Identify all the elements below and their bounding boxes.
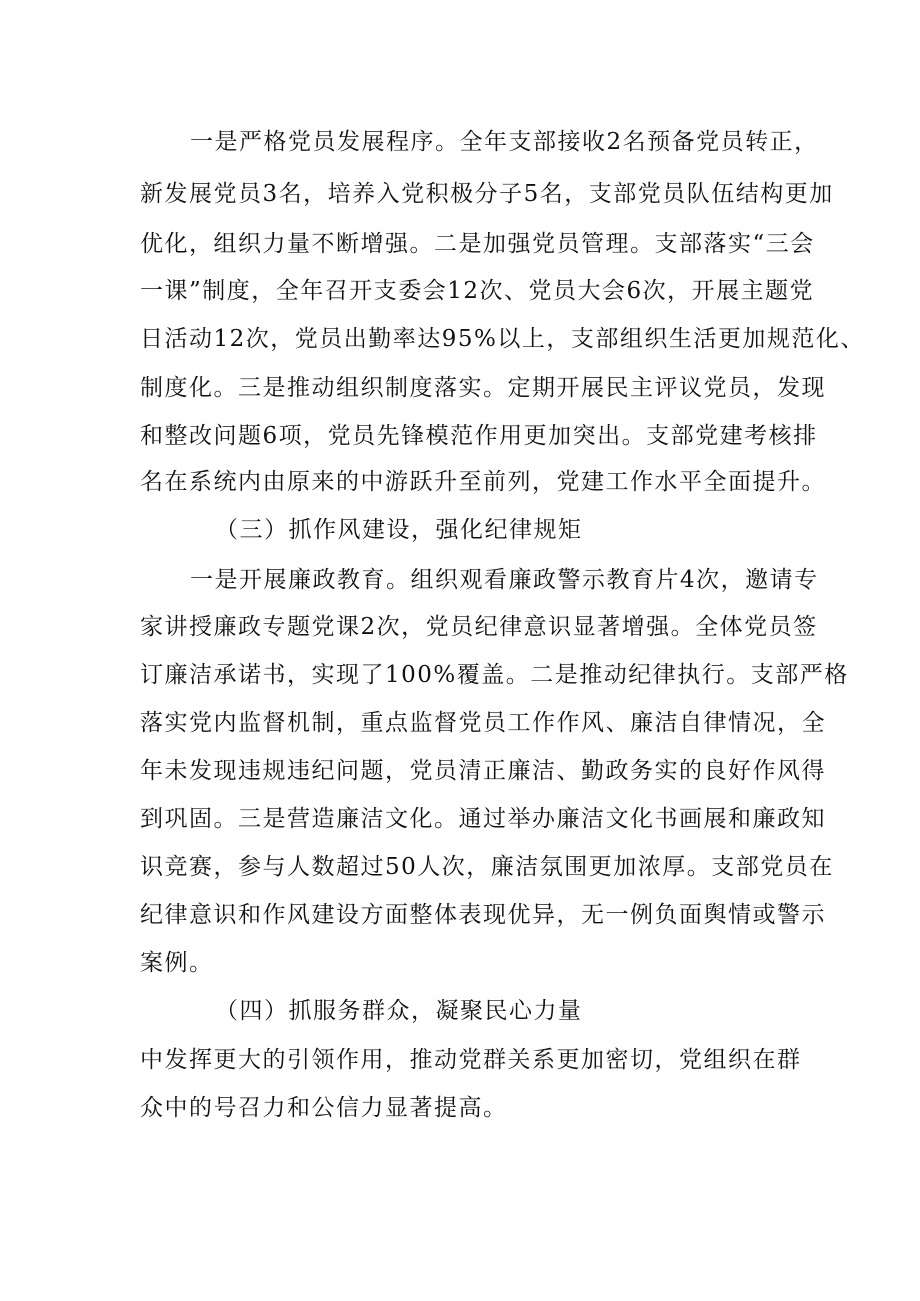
paragraph-line-3: 优化，组织力量不断增强。二是加强党员管理。支部落实“三会 bbox=[140, 231, 815, 257]
paragraph-line-14: 到巩固。三是营造廉洁文化。通过举办廉洁文化书画展和廉政知 bbox=[140, 806, 826, 832]
paragraph-line-9: 一是开展廉政教育。组织观看廉政警示教育片4次，邀请专 bbox=[190, 567, 819, 593]
paragraph-line-7: 和整改问题6项，党员先锋模范作用更加突出。支部党建考核排 bbox=[140, 423, 818, 449]
paragraph-line-17: 案例。 bbox=[140, 950, 214, 976]
paragraph-line-11: 订廉洁承诺书，实现了100%覆盖。二是推动纪律执行。支部严格 bbox=[140, 662, 849, 688]
section-heading-4: （四）抓服务群众，凝聚民心力量 bbox=[215, 998, 583, 1024]
paragraph-line-5: 日活动12次，党员出勤率达95%以上，支部组织生活更加规范化、 bbox=[140, 326, 865, 352]
paragraph-line-10: 家讲授廉政专题党课2次，党员纪律意识显著增强。全体党员签 bbox=[140, 614, 818, 640]
paragraph-line-4: 一课”制度，全年召开支委会12次、党员大会6次，开展主题党 bbox=[140, 278, 815, 304]
paragraph-line-19: 众中的号召力和公信力显著提高。 bbox=[140, 1095, 508, 1121]
paragraph-line-13: 年未发现违规违纪问题，党员清正廉洁、勤政务实的良好作风得 bbox=[140, 758, 826, 784]
paragraph-line-2: 新发展党员3名，培养入党积极分子5名，支部党员队伍结构更加 bbox=[140, 181, 834, 207]
paragraph-line-6: 制度化。三是推动组织制度落实。定期开展民主评议党员，发现 bbox=[140, 375, 826, 401]
section-heading-3: （三）抓作风建设，强化纪律规矩 bbox=[215, 517, 583, 543]
paragraph-line-15: 识竞赛，参与人数超过50人次，廉洁氛围更加浓厚。支部党员在 bbox=[140, 854, 834, 880]
paragraph-line-18: 中发挥更大的引领作用，推动党群关系更加密切，党组织在群 bbox=[140, 1047, 802, 1073]
paragraph-line-16: 纪律意识和作风建设方面整体表现优异，无一例负面舆情或警示 bbox=[140, 902, 826, 928]
paragraph-line-1: 一是严格党员发展程序。全年支部接收2名预备党员转正， bbox=[190, 129, 819, 155]
paragraph-line-8: 名在系统内由原来的中游跃升至前列，党建工作水平全面提升。 bbox=[140, 469, 826, 495]
paragraph-line-12: 落实党内监督机制，重点监督党员工作作风、廉洁自律情况，全 bbox=[140, 710, 826, 736]
